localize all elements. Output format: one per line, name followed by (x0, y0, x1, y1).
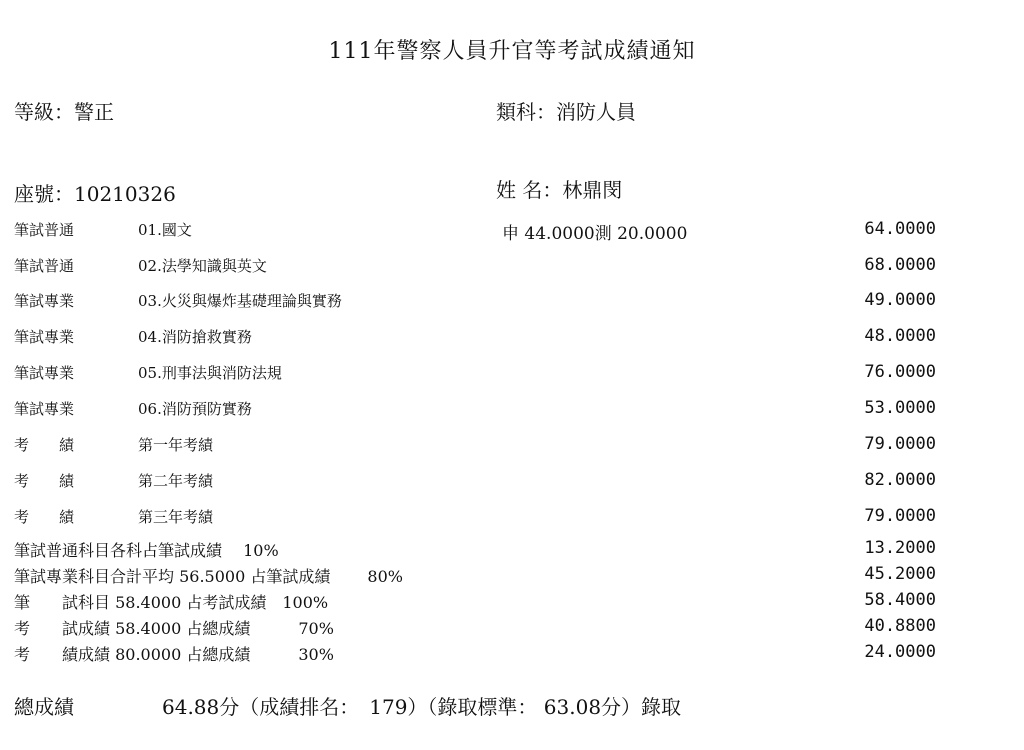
row-score: 76.0000 (864, 362, 936, 382)
row-score: 68.0000 (864, 255, 936, 275)
exam-category: 類科：消防人員 (496, 100, 636, 124)
row-subject: 第二年考績 (138, 472, 214, 490)
summary-label: 筆試專業科目合計平均 56.5000 占筆試成績 80% (14, 567, 403, 586)
summary-label: 考 績成績 80.0000 占總成績 30% (14, 645, 334, 664)
row-score: 79.0000 (864, 434, 936, 454)
row-subject: 02.法學知識與英文 (138, 257, 267, 275)
row-score: 53.0000 (864, 398, 936, 418)
summary-row (0, 538, 1024, 562)
score-row (0, 255, 1024, 281)
row-score: 64.0000 (864, 219, 936, 239)
summary-row (0, 642, 1024, 666)
row-type: 筆試普通 (14, 257, 75, 275)
row-type: 考 績 (14, 508, 75, 526)
row-type: 筆試專業 (14, 364, 75, 382)
summary-row (0, 616, 1024, 640)
row-subject: 第一年考績 (138, 436, 214, 454)
score-row (0, 470, 1024, 496)
row-subject: 05.刑事法與消防法規 (138, 364, 282, 382)
page-title: 111年警察人員升官等考試成績通知 (328, 39, 696, 64)
summary-row (0, 564, 1024, 588)
row-type: 考 績 (14, 436, 75, 454)
candidate-name: 姓 名：林鼎閔 (496, 178, 623, 202)
score-row (0, 326, 1024, 352)
summary-score: 45.2000 (864, 564, 936, 584)
row-score: 48.0000 (864, 326, 936, 346)
seat-number: 座號：10210326 (14, 182, 176, 206)
score-row (0, 362, 1024, 388)
summary-score: 13.2000 (864, 538, 936, 558)
row-type: 筆試專業 (14, 400, 75, 418)
row-subject: 03.火災與爆炸基礎理論與實務 (138, 292, 342, 310)
score-row (0, 398, 1024, 424)
row-subject: 06.消防預防實務 (138, 400, 252, 418)
total-result: 64.88分（成績排名： 179）（錄取標準： 63.08分）錄取 (162, 695, 682, 719)
row-subject: 01.國文 (138, 221, 192, 239)
row-type: 考 績 (14, 472, 75, 490)
row-type: 筆試專業 (14, 292, 75, 310)
score-row (0, 290, 1024, 316)
score-row (0, 219, 1024, 245)
row-subject: 第三年考績 (138, 508, 214, 526)
row-subject: 04.消防搶救實務 (138, 328, 252, 346)
score-row (0, 434, 1024, 460)
score-row (0, 506, 1024, 532)
row-extra: 申 44.0000測 20.0000 (502, 224, 688, 244)
exam-grade: 等級：警正 (14, 100, 114, 124)
row-score: 49.0000 (864, 290, 936, 310)
summary-label: 筆 試科目 58.4000 占考試成績 100% (14, 593, 329, 612)
row-type: 筆試專業 (14, 328, 75, 346)
summary-score: 40.8800 (864, 616, 936, 636)
total-label: 總成績 (14, 695, 74, 719)
summary-score: 58.4000 (864, 590, 936, 610)
summary-row (0, 590, 1024, 614)
row-type: 筆試普通 (14, 221, 75, 239)
summary-label: 筆試普通科目各科占筆試成績 10% (14, 541, 279, 560)
row-score: 82.0000 (864, 470, 936, 490)
summary-score: 24.0000 (864, 642, 936, 662)
summary-label: 考 試成績 58.4000 占總成績 70% (14, 619, 334, 638)
row-score: 79.0000 (864, 506, 936, 526)
